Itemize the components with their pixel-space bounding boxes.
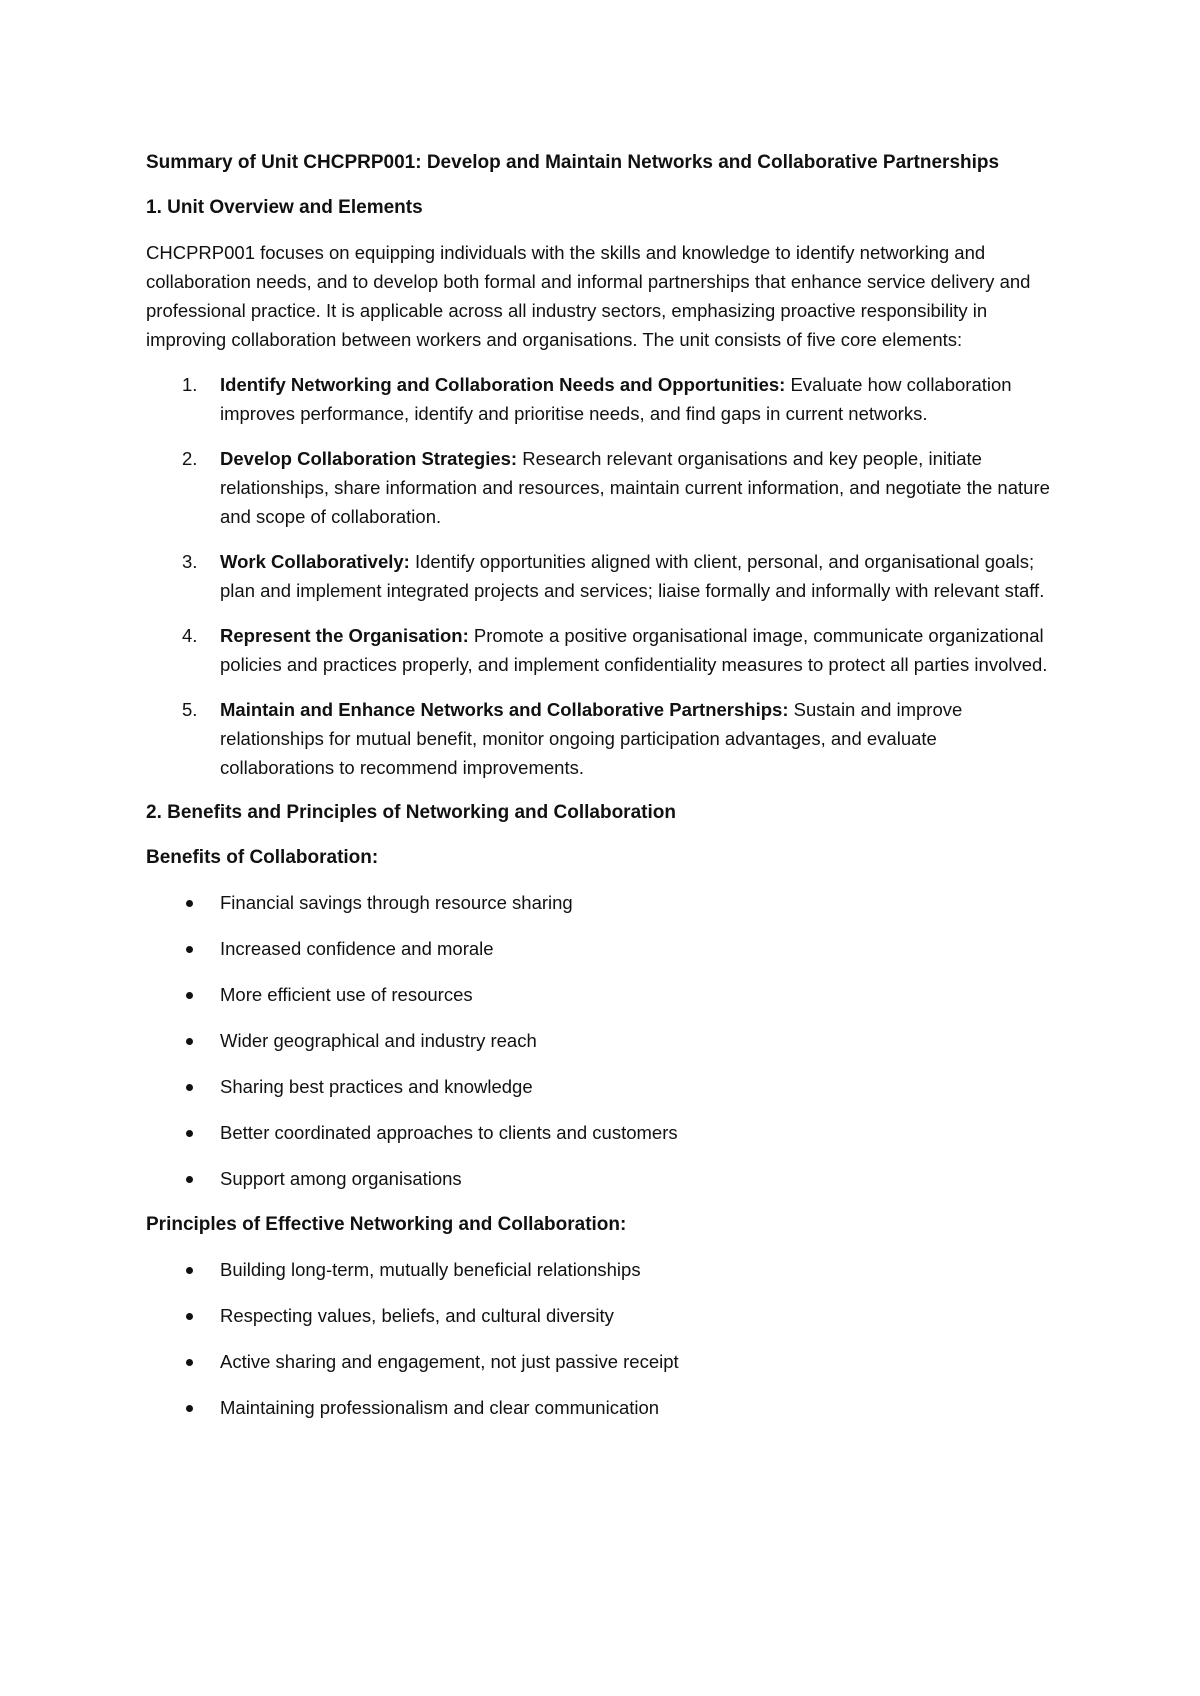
- list-item-term: Work Collaboratively:: [220, 551, 410, 572]
- list-item: [146, 1026, 1080, 1055]
- list-item-text: Better coordinated approaches to clients and customers: [220, 1122, 678, 1143]
- list-item-text: Wider geographical and industry reach: [220, 1030, 537, 1051]
- core-elements-list: [146, 370, 1080, 782]
- list-item: [146, 1072, 1080, 1101]
- list-item: [146, 695, 1050, 782]
- list-item: [146, 621, 1050, 679]
- list-item: [146, 934, 1080, 963]
- bullet-icon: [186, 946, 193, 953]
- bullet-icon: [186, 1130, 193, 1137]
- list-item: [146, 1255, 1080, 1284]
- list-item-text: Support among organisations: [220, 1168, 462, 1189]
- list-item: [146, 888, 1080, 917]
- bullet-icon: [186, 1313, 193, 1320]
- list-item-text: Respecting values, beliefs, and cultural diversity: [220, 1305, 614, 1326]
- sub-heading-benefits: Benefits of Collaboration:: [146, 847, 379, 868]
- document-title: Summary of Unit CHCPRP001: Develop and Maintain Networks and Collaborative Partnerships: [146, 152, 1000, 173]
- bullet-icon: [186, 900, 193, 907]
- list-item-term: Maintain and Enhance Networks and Collaborative Partnerships:: [220, 699, 789, 720]
- list-item-text: Identify opportunities aligned with client, personal, and organisational goals; plan and implement integrated projects and services; liaise formally and informally with relevant staff.: [220, 551, 1045, 601]
- list-item: [146, 370, 1050, 428]
- principles-list: [146, 1255, 1080, 1422]
- list-item-number: 1.: [182, 374, 198, 395]
- list-item-text: More efficient use of resources: [220, 984, 473, 1005]
- list-item: [146, 1301, 1080, 1330]
- list-item-term: Identify Networking and Collaboration Needs and Opportunities:: [220, 374, 786, 395]
- sub-heading-principles: Principles of Effective Networking and Collaboration:: [146, 1214, 627, 1235]
- list-item-text: Financial savings through resource sharing: [220, 892, 573, 913]
- list-item-text: Sustain and improve relationships for mutual benefit, monitor ongoing participation advantages, and evaluate collaborations to recommend improvements.: [220, 699, 963, 778]
- list-item-number: 2.: [182, 448, 198, 469]
- bullet-icon: [186, 1038, 193, 1045]
- list-item-text: Active sharing and engagement, not just passive receipt: [220, 1351, 679, 1372]
- list-item-number: 4.: [182, 625, 198, 646]
- list-item: [146, 1118, 1080, 1147]
- list-item: [146, 980, 1080, 1009]
- list-item: [146, 1393, 1080, 1422]
- bullet-icon: [186, 992, 193, 999]
- list-item-text: Building long-term, mutually beneficial relationships: [220, 1259, 641, 1280]
- bullet-icon: [186, 1405, 193, 1412]
- section-heading-unit-overview: 1. Unit Overview and Elements: [146, 197, 423, 218]
- list-item: [146, 1164, 1080, 1193]
- list-item: [146, 1347, 1080, 1376]
- list-item-text: Maintaining professionalism and clear communication: [220, 1397, 660, 1418]
- list-item-text: Research relevant organisations and key people, initiate relationships, share information and resources, maintain current information, and negotiate the nature and scope of collaboration.: [220, 448, 1050, 527]
- list-item-text: Evaluate how collaboration improves performance, identify and prioritise needs, and find gaps in current networks.: [220, 374, 1012, 424]
- list-item-text: Increased confidence and morale: [220, 938, 494, 959]
- section-heading-benefits-principles: 2. Benefits and Principles of Networking and Collaboration: [146, 802, 676, 823]
- unit-overview-paragraph: CHCPRP001 focuses on equipping individuals with the skills and knowledge to identify networking and collaboration needs, and to develop both formal and informal partnerships that enhance service delivery and professional practice. It is applicable across all industry sectors, emphasizing proactive responsibility in improving collaboration between workers and organisations. The unit consists of five core elements:: [146, 242, 1031, 350]
- list-item: [146, 444, 1050, 531]
- list-item-text: Promote a positive organisational image, communicate organizational policies and practices properly, and implement confidentiality measures to protect all parties involved.: [220, 625, 1048, 675]
- benefits-list: [146, 888, 1080, 1193]
- bullet-icon: [186, 1359, 193, 1366]
- bullet-icon: [186, 1084, 193, 1091]
- bullet-icon: [186, 1176, 193, 1183]
- list-item: [146, 547, 1050, 605]
- list-item-text: Sharing best practices and knowledge: [220, 1076, 533, 1097]
- list-item-number: 5.: [182, 699, 198, 720]
- list-item-number: 3.: [182, 551, 198, 572]
- list-item-term: Develop Collaboration Strategies:: [220, 448, 518, 469]
- list-item-term: Represent the Organisation:: [220, 625, 469, 646]
- bullet-icon: [186, 1267, 193, 1274]
